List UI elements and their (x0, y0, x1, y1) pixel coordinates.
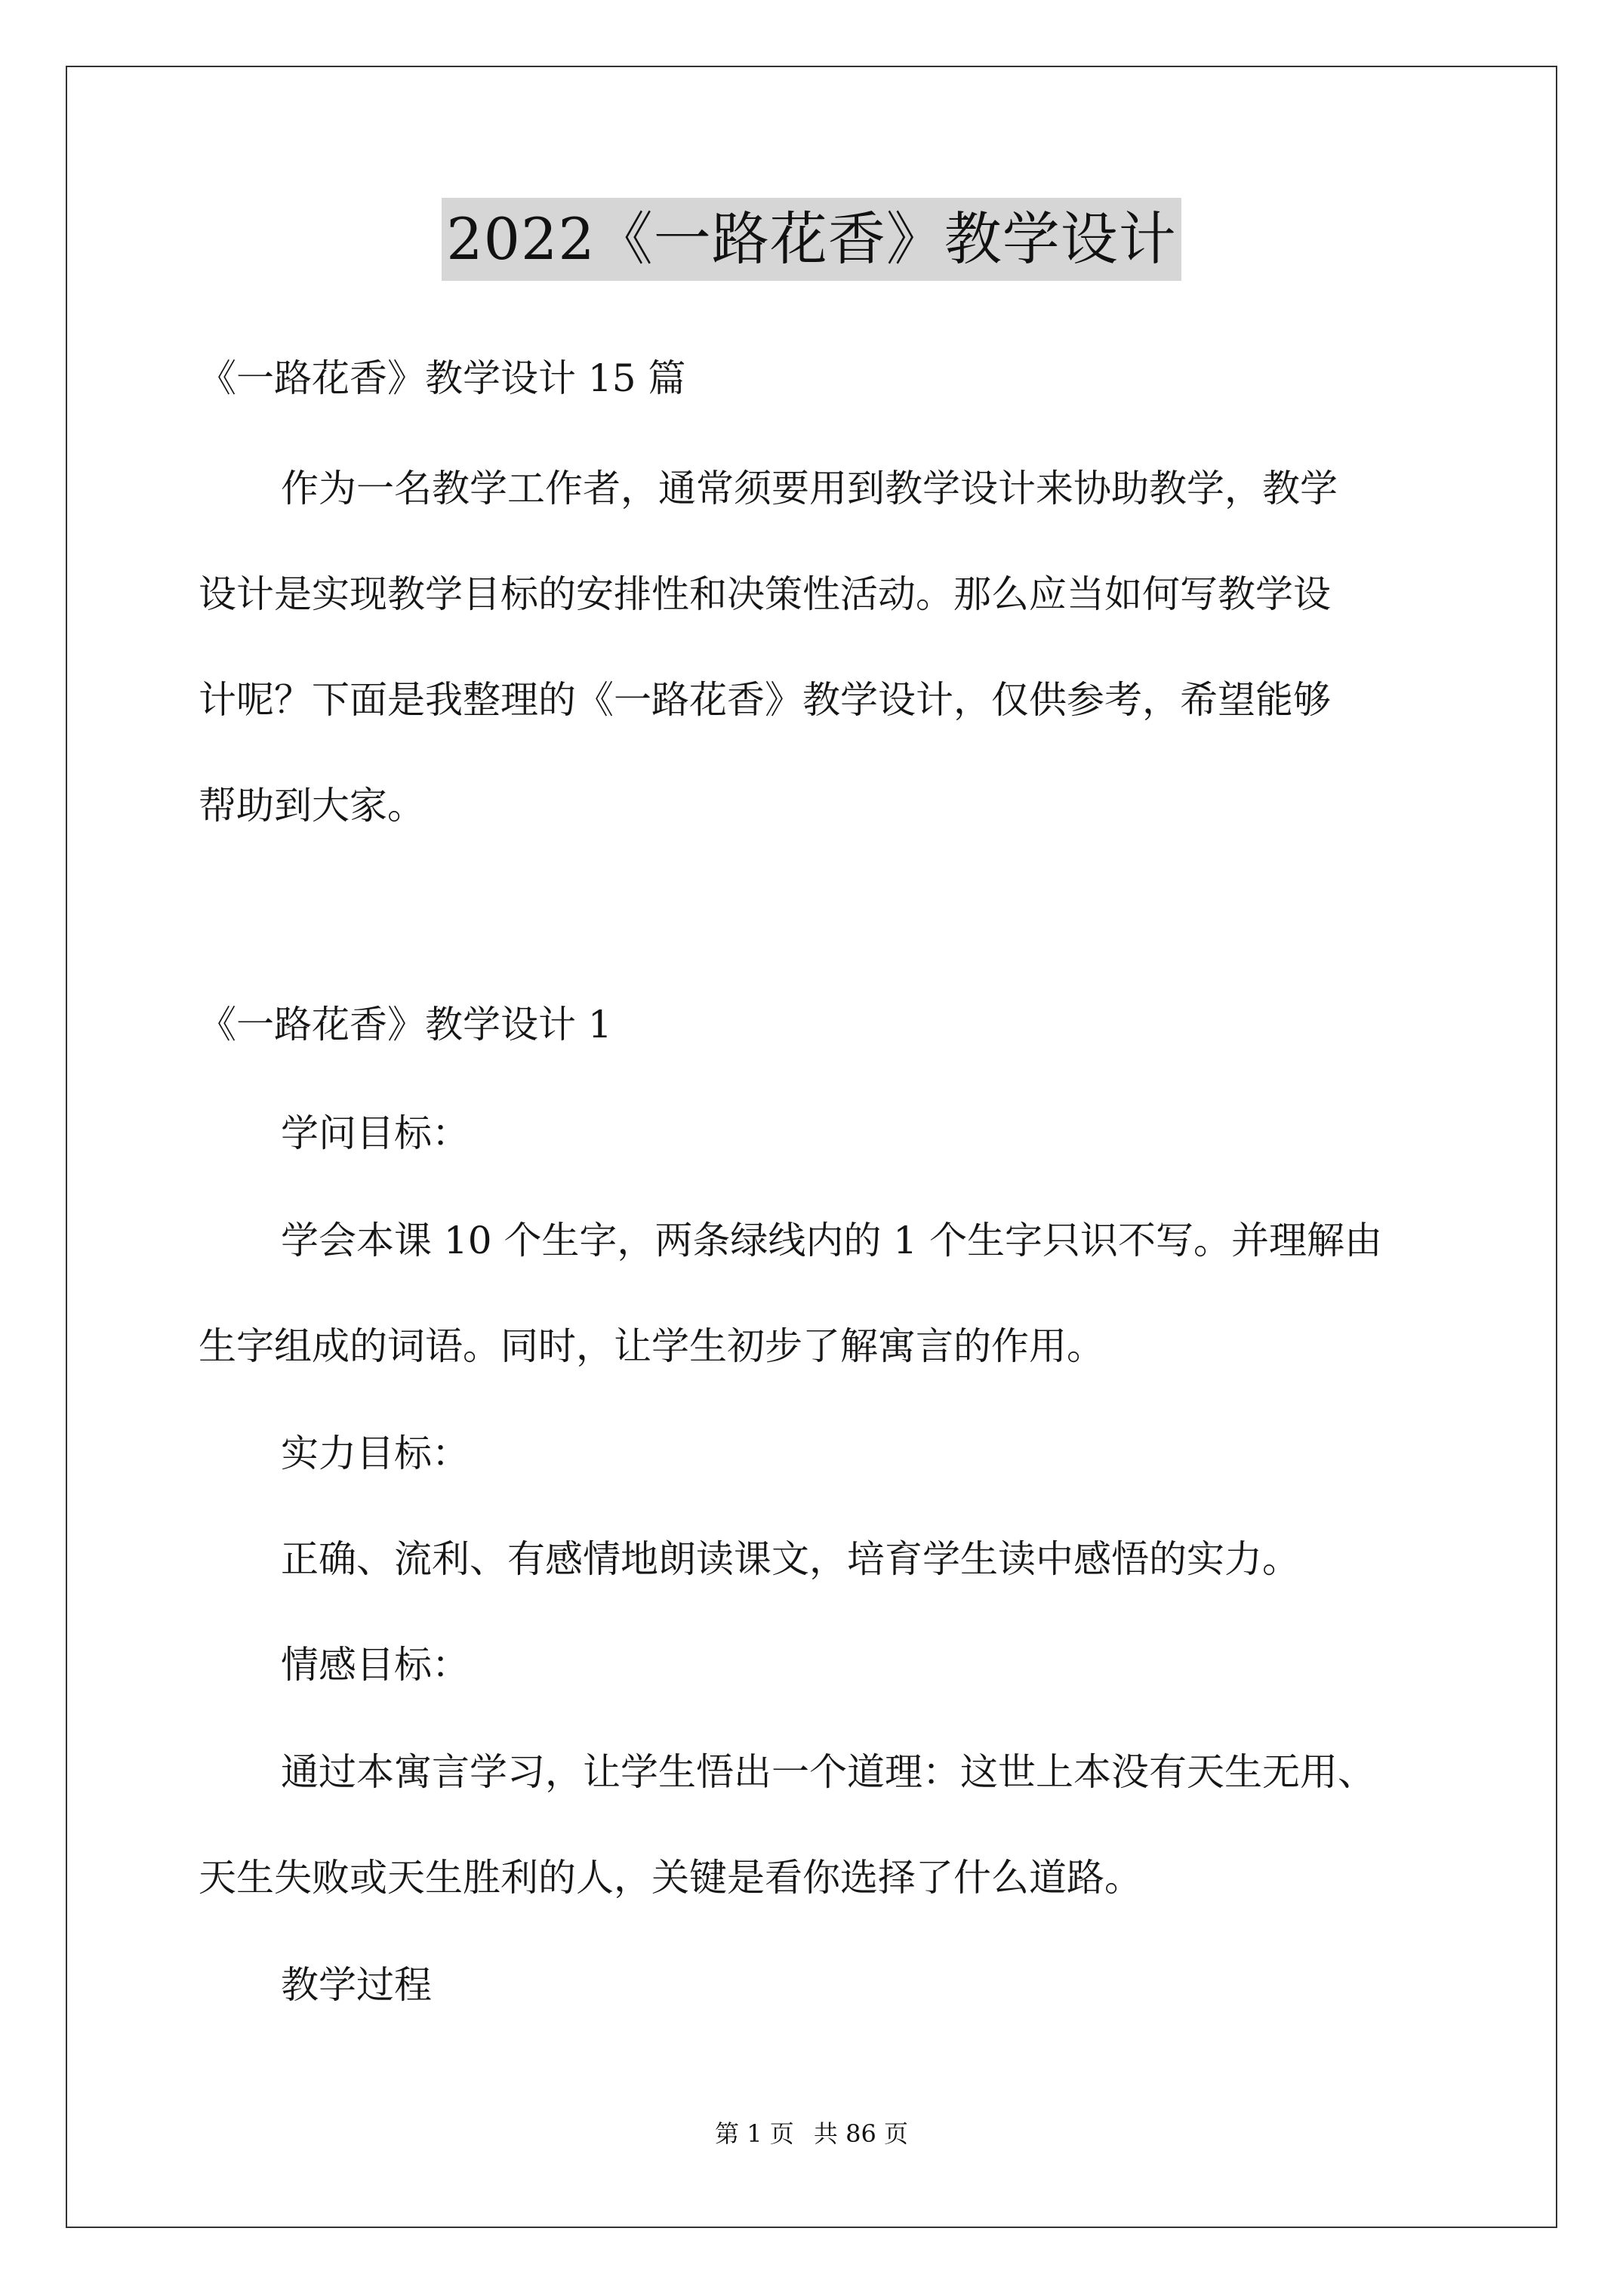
intro-line-2: 设计是实现教学目标的安排性和决策性活动。那么应当如何写教学设 (199, 572, 1331, 616)
process-heading: 教学过程 (281, 1963, 432, 2007)
title-container (0, 198, 1623, 281)
intro-line-4: 帮助到大家。 (199, 784, 425, 827)
intro-line-1: 作为一名教学工作者，通常须要用到教学设计来协助教学，教学 (281, 467, 1338, 510)
emotion-goal-line-1: 通过本寓言学习，让学生悟出一个道理：这世上本没有天生无用、 (281, 1750, 1375, 1794)
intro-line-3: 计呢？下面是我整理的《一路花香》教学设计，仅供参考，希望能够 (199, 678, 1331, 722)
page-footer (0, 2117, 1623, 2150)
section-heading: 《一路花香》教学设计 1 (199, 1003, 612, 1046)
knowledge-goal-line-2: 生字组成的词语。同时，让学生初步了解寓言的作用。 (199, 1324, 1104, 1368)
page-number: 第 1 页 (715, 2119, 794, 2148)
ability-goal-label: 实力目标： (281, 1432, 470, 1475)
page-total: 共 86 页 (813, 2119, 908, 2148)
knowledge-goal-line-1: 学会本课 10 个生字，两条绿线内的 1 个生字只识不写。并理解由 (281, 1219, 1383, 1262)
knowledge-goal-label: 学问目标： (281, 1111, 470, 1155)
emotion-goal-label: 情感目标： (281, 1643, 470, 1687)
document-subtitle: 《一路花香》教学设计 15 篇 (199, 356, 686, 400)
emotion-goal-line-2: 天生失败或天生胜利的人，关键是看你选择了什么道路。 (199, 1856, 1142, 1900)
document-title: 2022《一路花香》教学设计 (442, 198, 1181, 281)
ability-goal-text: 正确、流利、有感情地朗读课文，培育学生读中感悟的实力。 (281, 1537, 1300, 1581)
